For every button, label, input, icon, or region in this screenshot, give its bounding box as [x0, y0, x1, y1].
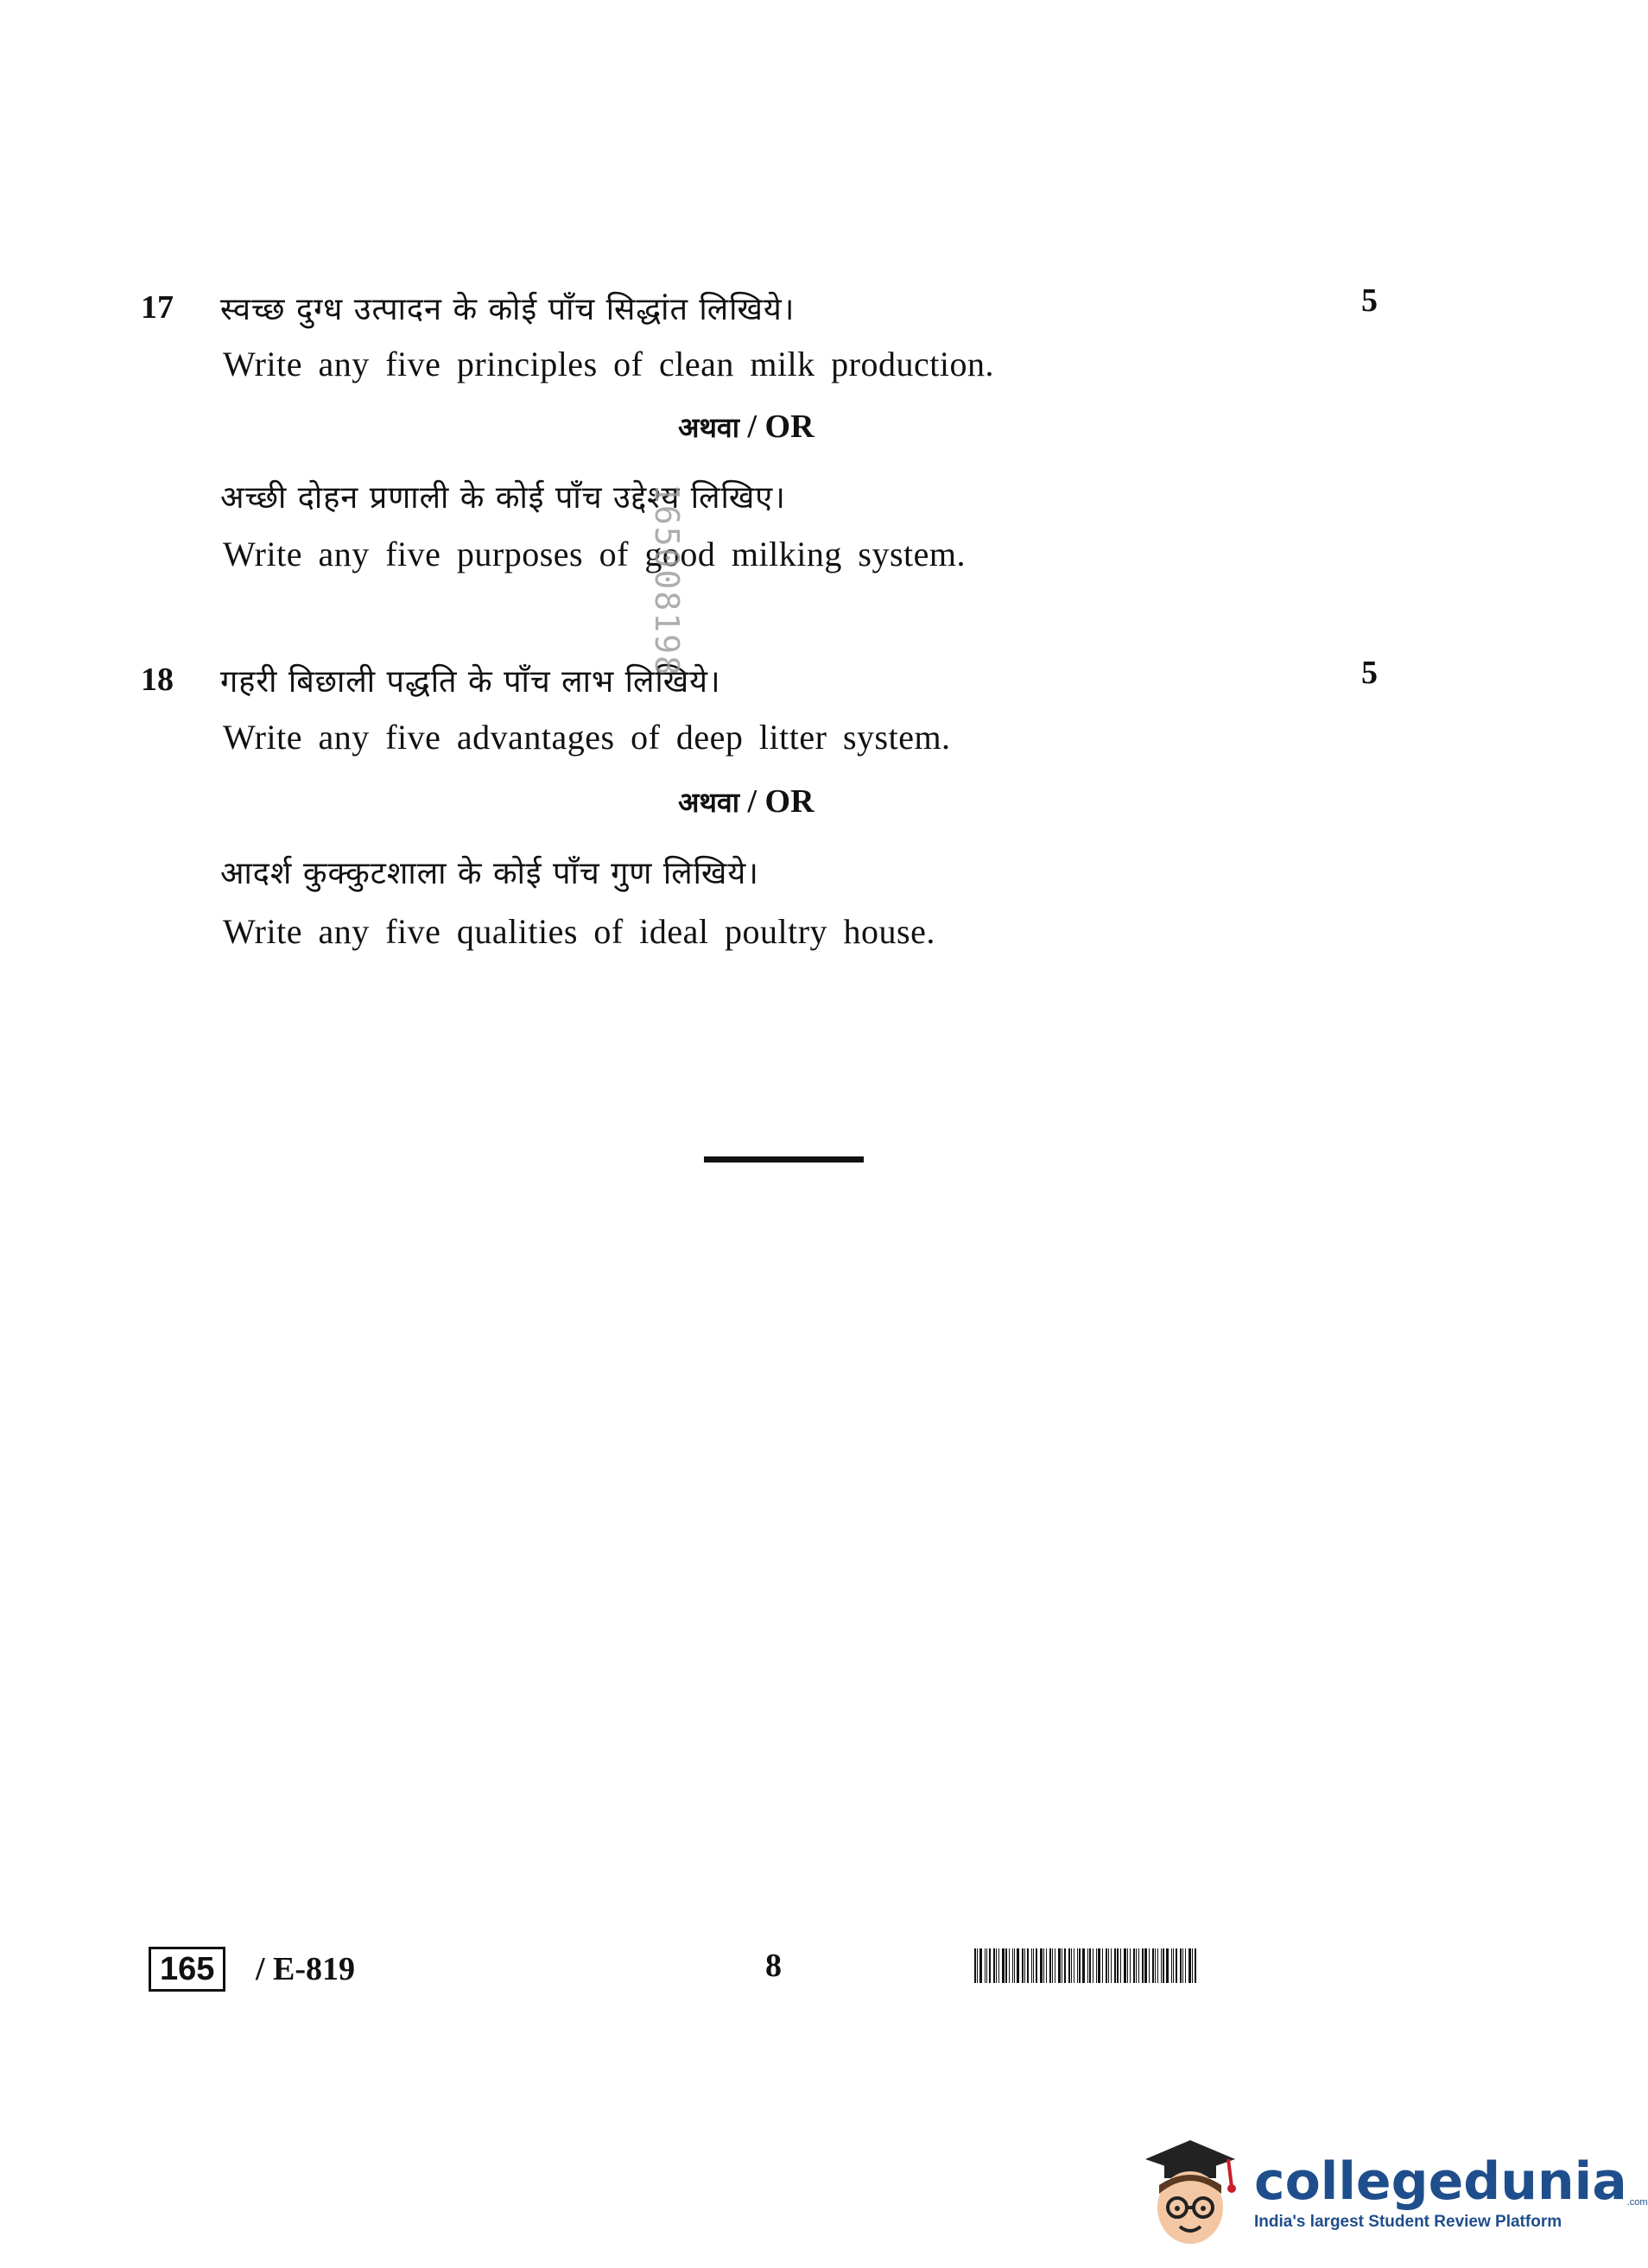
barcode-bar — [1002, 1948, 1005, 1983]
barcode-bar — [1144, 1948, 1147, 1983]
barcode-bar — [1102, 1948, 1103, 1983]
barcode-bar — [1005, 1948, 1007, 1983]
barcode-bar — [998, 1948, 999, 1983]
barcode — [974, 1948, 1259, 1983]
barcode-bar — [974, 1948, 976, 1983]
barcode-bar — [1133, 1948, 1135, 1983]
barcode-bar — [1142, 1948, 1144, 1983]
or-separator — [678, 408, 814, 446]
barcode-bar — [1098, 1948, 1100, 1983]
or-hindi: अथवा — [678, 411, 739, 444]
logo-text — [1254, 2151, 1648, 2232]
stamp-number: 165008198 — [648, 484, 686, 677]
barcode-bar — [1136, 1948, 1137, 1983]
barcode-bar — [1182, 1948, 1183, 1983]
barcode-bar — [1096, 1948, 1097, 1983]
barcode-bar — [1040, 1948, 1043, 1983]
barcode-bar — [986, 1948, 987, 1983]
barcode-bar — [1166, 1948, 1169, 1983]
barcode-bar — [1089, 1948, 1091, 1983]
barcode-bar — [1163, 1948, 1164, 1983]
barcode-bar — [1068, 1948, 1070, 1983]
barcode-bar — [1138, 1948, 1139, 1983]
question-number: 17 — [141, 289, 174, 326]
barcode-bar — [1087, 1948, 1088, 1983]
question-english: Write any five advantages of deep litter system. — [223, 718, 951, 757]
barcode-bar — [1009, 1948, 1010, 1983]
barcode-bar — [1022, 1948, 1024, 1983]
barcode-bar — [989, 1948, 991, 1983]
barcode-bar — [1152, 1948, 1154, 1983]
barcode-bar — [985, 1948, 986, 1983]
barcode-bar — [1027, 1948, 1029, 1983]
barcode-bar — [1185, 1948, 1186, 1983]
end-rule — [704, 1156, 864, 1163]
barcode-bar — [1014, 1948, 1015, 1983]
barcode-bar — [1017, 1948, 1019, 1983]
alternative-english: Write any five purposes of good milking system. — [223, 535, 966, 573]
alternative-hindi: अच्छी दोहन प्रणाली के कोई पाँच उद्देश्य लिखिए। — [220, 480, 786, 516]
alternative-hindi: आदर्श कुक्कुटशाला के कोई पाँच गुण लिखिये। — [220, 856, 759, 891]
brand-suffix: .com — [1626, 2197, 1648, 2208]
brand-tagline: India's largest Student Review Platform — [1254, 2213, 1562, 2231]
or-english: OR — [764, 409, 814, 445]
question-hindi: स्वच्छ दुग्ध उत्पादन के कोई पाँच सिद्धांत लिखिये। — [220, 292, 795, 327]
or-hindi: अथवा — [678, 786, 739, 819]
barcode-bar — [1111, 1948, 1112, 1983]
barcode-bar — [1046, 1948, 1047, 1983]
mascot-icon — [1138, 2133, 1242, 2254]
barcode-bar — [1043, 1948, 1044, 1983]
barcode-bar — [1071, 1948, 1072, 1983]
barcode-bar — [1079, 1948, 1081, 1983]
barcode-bar — [1108, 1948, 1109, 1983]
barcode-bar — [1012, 1948, 1013, 1983]
barcode-bar — [1058, 1948, 1061, 1983]
barcode-bar — [1171, 1948, 1172, 1983]
barcode-bar — [1195, 1948, 1196, 1983]
barcode-bar — [1127, 1948, 1128, 1983]
page-number: 8 — [765, 1948, 782, 1984]
barcode-bar — [1117, 1948, 1119, 1983]
question-hindi: गहरी बिछाली पद्धति के पाँच लाभ लिखिये। — [220, 664, 721, 700]
barcode-bar — [1180, 1948, 1182, 1983]
barcode-bar — [1120, 1948, 1121, 1983]
alternative-english: Write any five qualities of ideal poultry house. — [223, 912, 935, 951]
barcode-bar — [1173, 1948, 1174, 1983]
collegedunia-logo — [1138, 2133, 1648, 2254]
barcode-bar — [1176, 1948, 1177, 1983]
question-marks: 5 — [1361, 655, 1378, 691]
barcode-bar — [1124, 1948, 1126, 1983]
barcode-bar — [1077, 1948, 1078, 1983]
barcode-bar — [1024, 1948, 1025, 1983]
barcode-bar — [993, 1948, 995, 1983]
barcode-bar — [977, 1948, 978, 1983]
barcode-bar — [1161, 1948, 1162, 1983]
barcode-bar — [1188, 1948, 1191, 1983]
barcode-bar — [1033, 1948, 1034, 1983]
or-slash: / — [747, 409, 757, 445]
or-english: OR — [764, 783, 814, 820]
barcode-bar — [1049, 1948, 1051, 1983]
barcode-bar — [1130, 1948, 1131, 1983]
paper-code: / E-819 — [256, 1951, 356, 1987]
paper-number-box: 165 — [149, 1947, 225, 1992]
barcode-bar — [1157, 1948, 1158, 1983]
brand-name: collegedunia — [1254, 2151, 1627, 2212]
barcode-bar — [1031, 1948, 1032, 1983]
question-english: Write any five principles of clean milk production. — [223, 345, 994, 383]
barcode-bar — [1052, 1948, 1053, 1983]
barcode-bar — [1036, 1948, 1037, 1983]
question-number: 18 — [141, 662, 174, 698]
barcode-bar — [1082, 1948, 1085, 1983]
barcode-bar — [996, 1948, 997, 1983]
barcode-bar — [1149, 1948, 1150, 1983]
barcode-bar — [1192, 1948, 1193, 1983]
barcode-bar — [1064, 1948, 1066, 1983]
barcode-bar — [979, 1948, 982, 1983]
or-slash: / — [747, 783, 757, 820]
barcode-bar — [1114, 1948, 1116, 1983]
question-marks: 5 — [1361, 282, 1378, 319]
or-separator — [678, 782, 814, 820]
barcode-bar — [1106, 1948, 1107, 1983]
barcode-bar — [1155, 1948, 1156, 1983]
